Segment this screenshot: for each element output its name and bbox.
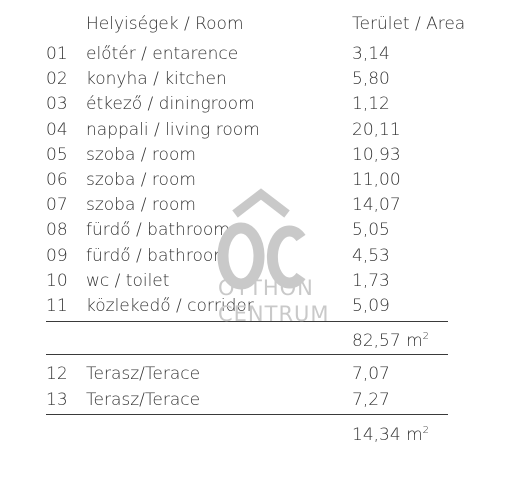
room-area: 14,07 [352,195,401,216]
room-name: Terasz/Terace [86,389,201,410]
room-area: 20,11 [352,119,401,140]
room-area: 11,00 [352,170,401,190]
row-number: 06 [46,170,68,190]
row-number: 01 [46,44,68,64]
room-name: fürdő / bathroom [86,220,230,241]
room-column-header: Helyiségek / Room [86,14,244,34]
row-number: 05 [46,144,68,165]
room-name: szoba / room [86,144,196,165]
terrace-total-value [352,425,429,445]
row-number: 11 [46,296,68,316]
room-area: 7,07 [352,364,390,384]
room-area: 10,93 [352,144,401,165]
terrace-total-number: 14,34 m [352,425,423,445]
room-name: közlekedő / corridor [86,296,254,316]
row-number: 03 [46,94,68,115]
logo-chevron [235,194,287,214]
row-number: 02 [46,69,68,90]
room-name: nappali / living room [86,119,260,140]
room-area: 1,73 [352,270,390,291]
room-area: 3,14 [352,44,390,64]
terrace-total-exponent: 2 [422,425,430,436]
room-name: előtér / entarence [86,44,239,64]
subtotal-value [352,331,429,351]
subtotal-number: 82,57 m [352,331,423,351]
row-number: 04 [46,119,68,140]
room-area: 7,27 [352,389,390,410]
area-column-header: Terület / Area [352,14,466,34]
row-number: 12 [46,364,68,384]
row-number: 07 [46,195,68,216]
room-name: szoba / room [86,195,196,216]
room-area: 5,05 [352,220,390,241]
room-name: wc / toilet [86,270,170,291]
row-number: 13 [46,389,68,410]
room-area: 5,80 [352,69,390,90]
subtotal-exponent: 2 [422,331,430,342]
room-name: étkező / diningroom [86,94,255,115]
terrace-total-divider [46,414,448,415]
row-number: 08 [46,220,68,241]
room-area: 5,09 [352,296,390,316]
watermark-otthon: OTTHON [218,276,314,300]
subtotal-bottom-divider [46,354,448,355]
room-name: fürdő / bathroom [86,245,230,266]
room-area: 4,53 [352,245,390,266]
room-name: Terasz/Terace [86,364,201,384]
row-number: 10 [46,270,68,291]
room-area: 1,12 [352,94,390,115]
watermark-centrum: CENTRUM [218,302,330,326]
room-name: konyha / kitchen [86,69,227,90]
row-number: 09 [46,245,68,266]
room-name: szoba / room [86,170,196,190]
